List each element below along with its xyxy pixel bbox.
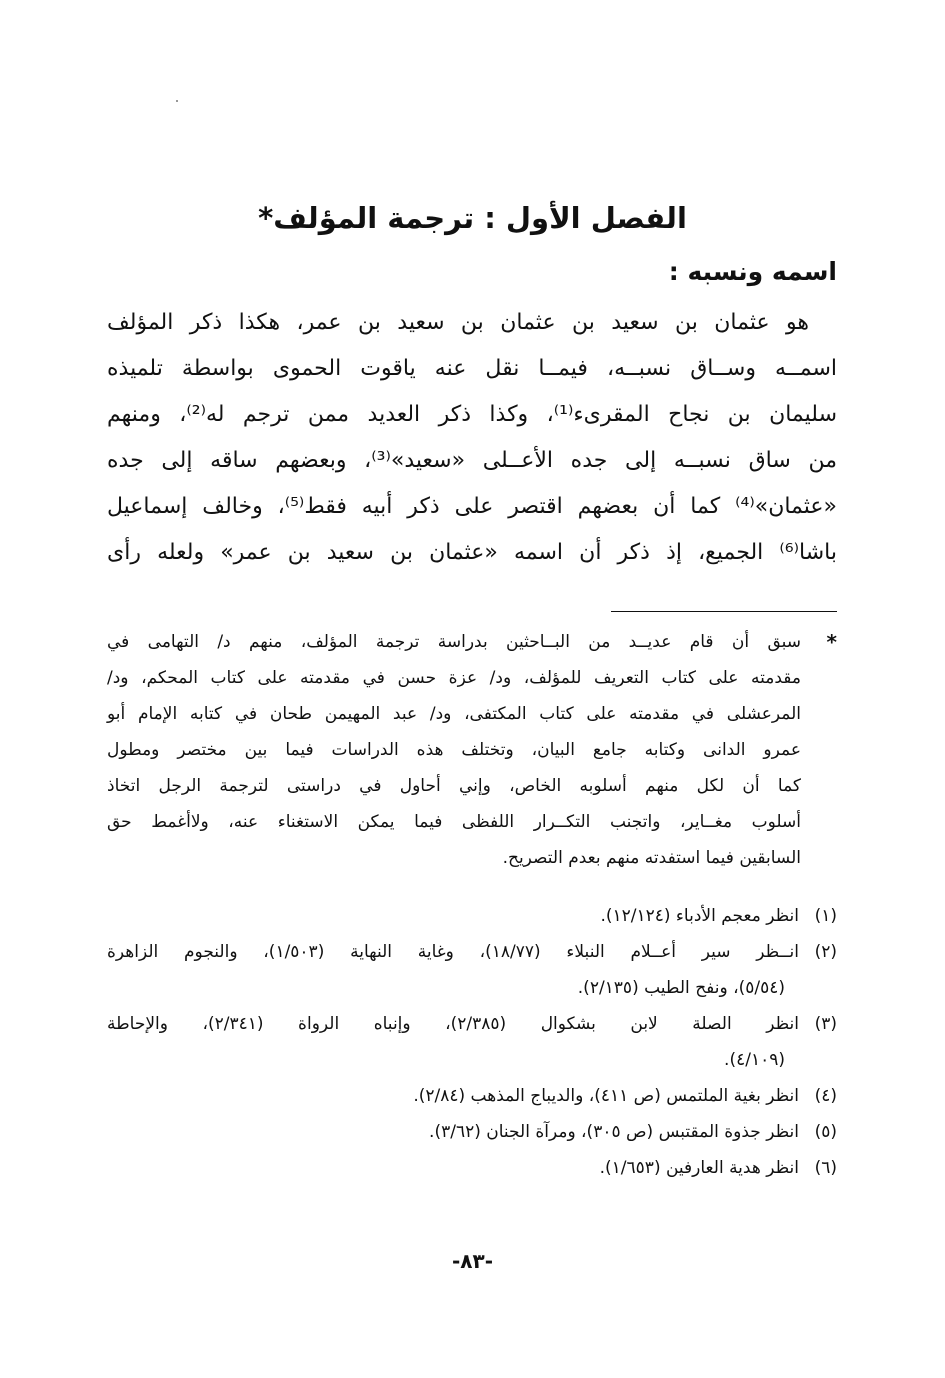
footnote-3 xyxy=(107,1006,837,1078)
footnote-5 xyxy=(107,1114,837,1150)
body-line: «عثمان»⁽⁴⁾ كما أن بعضهم اقتصر على ذكر أبيه فقط⁽⁵⁾، وخالف إسماعيل xyxy=(107,494,837,519)
footnote-number: (٦) xyxy=(814,1158,837,1178)
footnote-number: (٣) xyxy=(814,1014,837,1034)
body-paragraph xyxy=(107,300,837,576)
footnote-line: انظر معجم الأدباء (١٢/١٢٤). xyxy=(600,906,799,926)
footnote-line: انــظر سير أعــلام النبلاء (١٨/٧٧)، وغاية النهاية (١/٥٠٣)، والنجوم الزاهرة xyxy=(107,942,800,962)
footnote-6 xyxy=(107,1150,837,1186)
footnote-4 xyxy=(107,1078,837,1114)
numbered-footnotes xyxy=(107,898,837,1186)
section-heading: اسمه ونسبه : xyxy=(668,257,837,286)
footnote-number: (٥) xyxy=(814,1122,837,1142)
body-line: اسمــه وســاق نسبــه، فيمــا نقل عنه ياقوت الحموى بواسطة تلميذه xyxy=(107,356,837,381)
footnote-line: (٤/١٠٩). xyxy=(724,1050,785,1070)
footnote-line: السابقين فيما استفدته منهم بعدم التصريح. xyxy=(502,848,801,868)
star-footnote xyxy=(107,624,837,876)
footnote-number: (٤) xyxy=(814,1086,837,1106)
body-line: هو عثمان بن سعيد بن عثمان بن سعيد بن عمر، هكذا ذكر المؤلف xyxy=(107,310,809,335)
footnote-line: عمرو الدانى وكتابه جامع البيان، وتختلف هذه الدراسات فيما بين مختصر ومطول xyxy=(107,740,801,760)
footnote-number: (٢) xyxy=(814,942,837,962)
page-number: -٨٣- xyxy=(451,1249,494,1273)
footnote-line: انظر بغية الملتمس (ص ٤١١)، والديباج المذهب (٢/٨٤). xyxy=(413,1086,799,1106)
footnote-2 xyxy=(107,934,837,1006)
footnote-number: (١) xyxy=(814,906,837,926)
footnote-1 xyxy=(107,898,837,934)
footnote-line: انظر جذوة المقتبس (ص ٣٠٥)، ومرآة الجنان (٣/٦٢). xyxy=(429,1122,799,1142)
scan-speck xyxy=(176,100,178,102)
footnote-line: سبق أن قام عديــد من البــاحثين بدراسة ترجمة المؤلف، منهم د/ التهامى في xyxy=(107,632,801,652)
footnote-line: انظر هدية العارفين (١/٦٥٣). xyxy=(599,1158,799,1178)
footnote-line: أسلوب مغــاير، واتجنب التكــرار اللفظى فيما يمكن الاستغناء عنه، ولاأغمط حق xyxy=(107,812,801,832)
footnote-star-mark: * xyxy=(826,630,837,654)
footnote-line: المرعشلى في مقدمته على كتاب المكتفى، ود/ عبد المهيمن طحان في كتابه الإمام أبو xyxy=(107,704,801,724)
footnote-line: كما أن لكل منهم أسلوبه الخاص، وإني أحاول في دراستى لترجمة الرجل اتخاذ xyxy=(107,776,801,796)
body-line: باشا⁽⁶⁾ الجميع، إذ ذكر أن اسمه «عثمان بن سعيد بن عمر» ولعله رأى xyxy=(107,540,837,565)
body-line: سليمان بن نجاح المقرىء⁽¹⁾، وكذا ذكر العديد ممن ترجم له⁽²⁾، ومنهم xyxy=(107,402,838,427)
footnote-line: انظر الصلة لابن بشكوال (٢/٣٨٥)، وإنباه الرواة (٢/٣٤١)، والإحاطة xyxy=(107,1014,799,1034)
footnote-separator xyxy=(611,611,837,612)
body-line: من ساق نسبــه إلى جده الأعــلى «سعيد»⁽³⁾، وبعضهم ساقه إلى جده xyxy=(107,448,837,473)
footnote-line: مقدمته على كتاب التعريف للمؤلف، ود/ عزة حسن في مقدمته على كتاب المحكم، ود/ xyxy=(107,668,801,688)
chapter-title: الفصل الأول : ترجمة المؤلف* xyxy=(258,201,687,235)
footnote-line: (٥/٥٤)، ونفح الطيب (٢/١٣٥). xyxy=(577,978,785,998)
